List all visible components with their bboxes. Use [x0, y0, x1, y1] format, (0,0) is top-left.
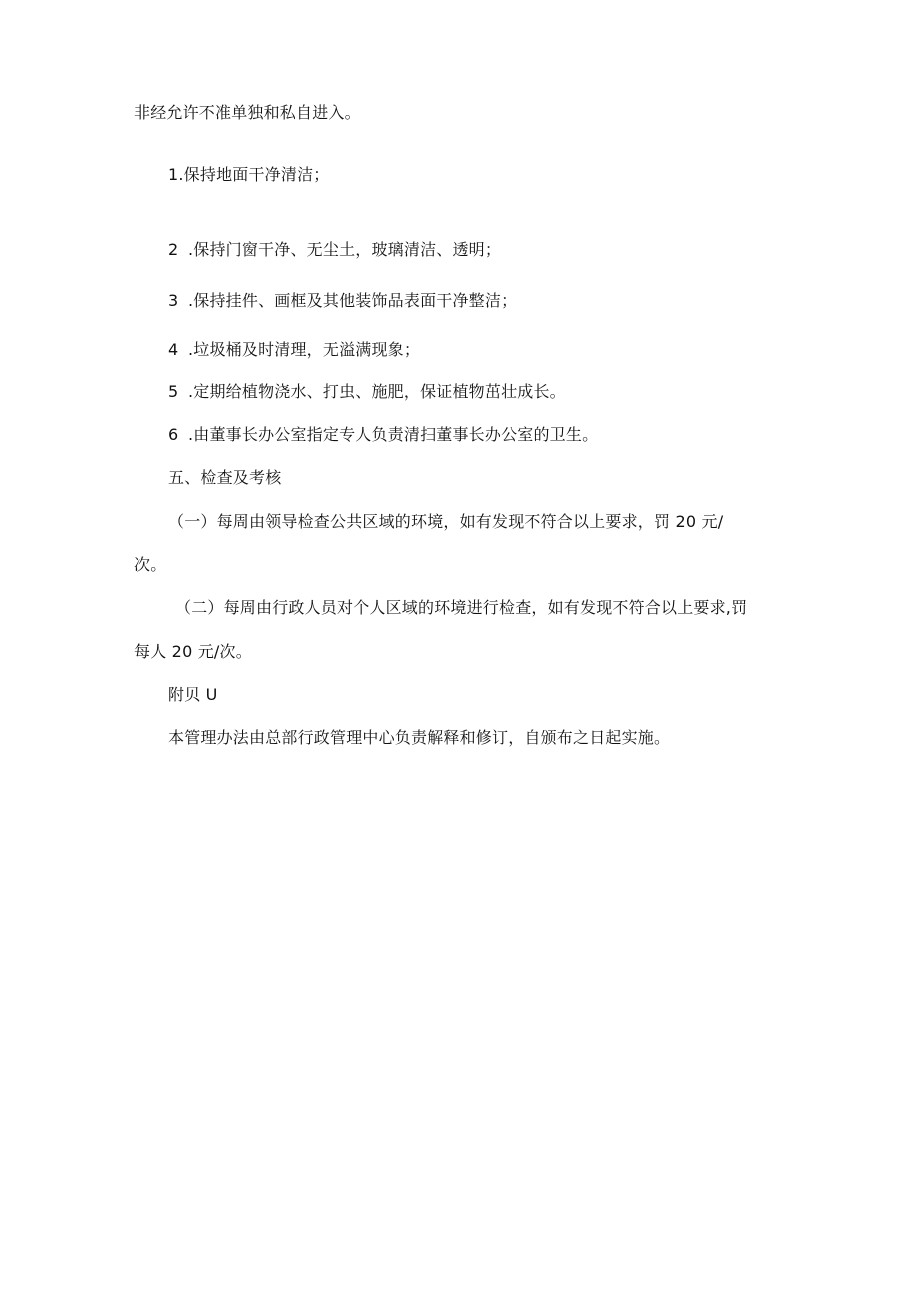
list-text: .由董事长办公室指定专人负责清扫董事长办公室的卫生。	[188, 425, 599, 444]
list-number: 2	[168, 240, 179, 259]
list-number: 4	[168, 340, 179, 359]
list-number: 3	[168, 291, 179, 310]
paragraph-1-line-1: （一）每周由领导检查公共区域的环境，如有发现不符合以上要求，罚 20 元/	[168, 512, 724, 531]
section-heading-inspection: 五、检查及考核	[168, 468, 282, 487]
list-item-5	[168, 382, 566, 402]
list-number: 5	[168, 382, 179, 401]
paragraph-2-line-1: （二）每周由行政人员对个人区域的环境进行检查，如有发现不符合以上要求,罚	[175, 598, 748, 617]
list-text: .保持门窗干净、无尘土，玻璃清洁、透明；	[188, 240, 502, 259]
list-text: .保持挂件、画框及其他装饰品表面干净整洁；	[188, 291, 518, 310]
final-statement: 本管理办法由总部行政管理中心负责解释和修订，自颁布之日起实施。	[168, 728, 671, 747]
list-item-2	[168, 240, 501, 260]
list-item-3	[168, 291, 517, 311]
paragraph-2-line-2: 每人 20 元/次。	[134, 642, 252, 661]
appendix-heading: 附贝 U	[168, 685, 218, 704]
list-text: .定期给植物浇水、打虫、施肥，保证植物茁壮成长。	[188, 382, 566, 401]
list-text: .垃圾桶及时清理，无溢满现象；	[188, 340, 421, 359]
list-item-1: 1.保持地面干净清洁；	[168, 165, 330, 184]
list-item-6	[168, 425, 598, 445]
paragraph-1-line-2: 次。	[134, 555, 167, 574]
text-line-entry-rule: 非经允许不准单独和私自进入。	[134, 103, 361, 122]
list-item-4	[168, 340, 420, 360]
list-number: 6	[168, 425, 179, 444]
